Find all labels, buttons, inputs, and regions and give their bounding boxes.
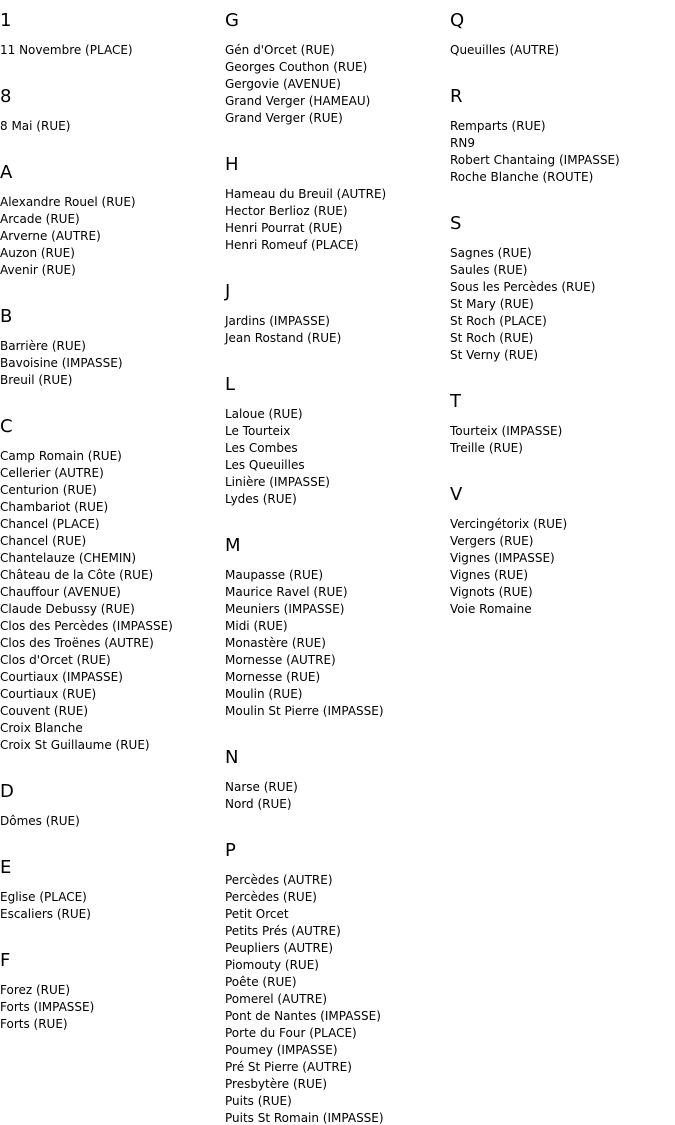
letter-group <box>0 306 222 389</box>
street-entry: Robert Chantaing (IMPASSE) <box>450 153 620 167</box>
street-entry: Clos d'Orcet (RUE) <box>0 653 111 667</box>
street-entry: Chauffour (AVENUE) <box>0 585 121 599</box>
street-entry: Pont de Nantes (IMPASSE) <box>225 1009 381 1023</box>
letter-heading: M <box>225 535 241 556</box>
letter-heading: G <box>225 10 239 31</box>
letter-group <box>450 86 672 186</box>
letter-group <box>0 857 222 923</box>
street-entry: St Roch (PLACE) <box>450 314 547 328</box>
street-entry: Meuniers (IMPASSE) <box>225 602 345 616</box>
street-entry: Nord (RUE) <box>225 797 292 811</box>
street-entry: Clos des Troënes (AUTRE) <box>0 636 154 650</box>
street-entry: Escaliers (RUE) <box>0 907 91 921</box>
street-entry: Voie Romaine <box>450 602 532 616</box>
street-entry: RN9 <box>450 136 475 150</box>
street-entry: Treille (RUE) <box>450 441 523 455</box>
street-entry: Saules (RUE) <box>450 263 528 277</box>
letter-heading: F <box>0 950 11 971</box>
street-entry: St Roch (RUE) <box>450 331 534 345</box>
letter-heading: C <box>0 416 13 437</box>
street-entry: Percèdes (AUTRE) <box>225 873 333 887</box>
street-entry: Puits (RUE) <box>225 1094 292 1108</box>
letter-heading: J <box>225 281 231 302</box>
letter-group <box>450 213 672 364</box>
street-entry: Bavoisine (IMPASSE) <box>0 356 123 370</box>
street-entry: Petit Orcet <box>225 907 289 921</box>
street-entry: Vignes (RUE) <box>450 568 529 582</box>
street-entry: Georges Couthon (RUE) <box>225 60 368 74</box>
street-entry: Vignes (IMPASSE) <box>450 551 555 565</box>
street-entry: Croix St Guillaume (RUE) <box>0 738 150 752</box>
street-entry: Mornesse (RUE) <box>225 670 321 684</box>
street-entry: Piomouty (RUE) <box>225 958 319 972</box>
letter-heading: R <box>450 86 463 107</box>
letter-heading: D <box>0 781 14 802</box>
letter-heading: V <box>450 484 463 505</box>
street-entry: Auzon (RUE) <box>0 246 75 260</box>
street-entry: Alexandre Rouel (RUE) <box>0 195 136 209</box>
street-entry: Forez (RUE) <box>0 983 71 997</box>
street-entry: Narse (RUE) <box>225 780 298 794</box>
street-entry: Jardins (IMPASSE) <box>225 314 330 328</box>
street-entry: Croix Blanche <box>0 721 83 735</box>
street-entry: Presbytère (RUE) <box>225 1077 328 1091</box>
street-entry: Gergovie (AVENUE) <box>225 77 341 91</box>
street-entry: Pomerel (AUTRE) <box>225 992 328 1006</box>
letter-heading: Q <box>450 10 465 31</box>
street-entry: Clos des Percèdes (IMPASSE) <box>0 619 173 633</box>
street-entry: Cellerier (AUTRE) <box>0 466 104 480</box>
street-index-column-3 <box>450 10 672 645</box>
street-entry: Peupliers (AUTRE) <box>225 941 334 955</box>
street-entry: 8 Mai (RUE) <box>0 119 71 133</box>
street-index-column-1 <box>0 10 222 1060</box>
street-entry: Poête (RUE) <box>225 975 297 989</box>
street-entry: Gén d'Orcet (RUE) <box>225 43 335 57</box>
street-entry: Avenir (RUE) <box>0 263 76 277</box>
street-entry: Courtiaux (RUE) <box>0 687 97 701</box>
letter-group <box>450 391 672 457</box>
street-entry: 11 Novembre (PLACE) <box>0 43 133 57</box>
street-entry: Les Combes <box>225 441 298 455</box>
street-entry: Vergers (RUE) <box>450 534 534 548</box>
letter-group <box>225 374 447 508</box>
street-entry: Arcade (RUE) <box>0 212 80 226</box>
letter-heading: E <box>0 857 12 878</box>
street-entry: Dômes (RUE) <box>0 814 80 828</box>
letter-group <box>0 162 222 279</box>
street-entry: Eglise (PLACE) <box>0 890 87 904</box>
letter-heading: N <box>225 747 239 768</box>
street-entry: Hector Berlioz (RUE) <box>225 204 348 218</box>
street-entry: Centurion (RUE) <box>0 483 97 497</box>
street-entry: Le Tourteix <box>225 424 291 438</box>
letter-heading: B <box>0 306 13 327</box>
letter-group <box>0 781 222 830</box>
street-entry: St Verny (RUE) <box>450 348 539 362</box>
street-entry: Tourteix (IMPASSE) <box>450 424 563 438</box>
street-entry: Roche Blanche (ROUTE) <box>450 170 594 184</box>
letter-heading: 8 <box>0 86 12 107</box>
street-index-column-2 <box>225 10 447 1125</box>
street-entry: Sagnes (RUE) <box>450 246 532 260</box>
street-entry: Porte du Four (PLACE) <box>225 1026 357 1040</box>
street-entry: Les Queuilles <box>225 458 305 472</box>
street-entry: Sous les Percèdes (RUE) <box>450 280 596 294</box>
street-entry: Petits Prés (AUTRE) <box>225 924 341 938</box>
street-entry: Courtiaux (IMPASSE) <box>0 670 123 684</box>
street-entry: Arverne (AUTRE) <box>0 229 101 243</box>
street-entry: Breuil (RUE) <box>0 373 73 387</box>
letter-group <box>0 10 222 59</box>
street-entry: Château de la Côte (RUE) <box>0 568 154 582</box>
street-entry: Jean Rostand (RUE) <box>225 331 342 345</box>
street-entry: Chancel (PLACE) <box>0 517 100 531</box>
street-entry: Claude Debussy (RUE) <box>0 602 135 616</box>
letter-group <box>225 535 447 720</box>
letter-group <box>450 10 672 59</box>
street-entry: Maurice Ravel (RUE) <box>225 585 348 599</box>
street-entry: Remparts (RUE) <box>450 119 546 133</box>
street-entry: Midi (RUE) <box>225 619 288 633</box>
street-entry: Pré St Pierre (AUTRE) <box>225 1060 352 1074</box>
street-entry: Moulin St Pierre (IMPASSE) <box>225 704 384 718</box>
street-entry: Camp Romain (RUE) <box>0 449 122 463</box>
letter-heading: L <box>225 374 236 395</box>
letter-group <box>0 86 222 135</box>
street-entry: Percèdes (RUE) <box>225 890 317 904</box>
street-entry: Queuilles (AUTRE) <box>450 43 560 57</box>
letter-group <box>450 484 672 618</box>
street-entry: Henri Romeuf (PLACE) <box>225 238 359 252</box>
street-entry: Puits St Romain (IMPASSE) <box>225 1111 384 1125</box>
street-entry: Mornesse (AUTRE) <box>225 653 336 667</box>
street-entry: Monastère (RUE) <box>225 636 326 650</box>
street-entry: Couvent (RUE) <box>0 704 89 718</box>
street-entry: Maupasse (RUE) <box>225 568 324 582</box>
letter-group <box>225 840 447 1125</box>
street-entry: Lydes (RUE) <box>225 492 297 506</box>
street-entry: Linière (IMPASSE) <box>225 475 330 489</box>
street-entry: St Mary (RUE) <box>450 297 534 311</box>
letter-group <box>225 10 447 127</box>
street-entry: Chantelauze (CHEMIN) <box>0 551 137 565</box>
letter-group <box>225 747 447 813</box>
letter-heading: A <box>0 162 13 183</box>
letter-group <box>0 950 222 1033</box>
street-entry: Grand Verger (RUE) <box>225 111 343 125</box>
street-entry: Moulin (RUE) <box>225 687 303 701</box>
street-entry: Laloue (RUE) <box>225 407 303 421</box>
street-entry: Chambariot (RUE) <box>0 500 109 514</box>
letter-heading: P <box>225 840 236 861</box>
street-entry: Forts (IMPASSE) <box>0 1000 95 1014</box>
street-entry: Poumey (IMPASSE) <box>225 1043 338 1057</box>
street-entry: Chancel (RUE) <box>0 534 87 548</box>
street-entry: Forts (RUE) <box>0 1017 68 1031</box>
letter-group <box>225 154 447 254</box>
letter-heading: H <box>225 154 239 175</box>
street-entry: Grand Verger (HAMEAU) <box>225 94 371 108</box>
street-entry: Barrière (RUE) <box>0 339 86 353</box>
letter-group <box>225 281 447 347</box>
street-entry: Henri Pourrat (RUE) <box>225 221 343 235</box>
street-entry: Vercingétorix (RUE) <box>450 517 568 531</box>
street-entry: Vignots (RUE) <box>450 585 533 599</box>
letter-group <box>0 416 222 754</box>
letter-heading: S <box>450 213 462 234</box>
letter-heading: 1 <box>0 10 12 31</box>
street-entry: Hameau du Breuil (AUTRE) <box>225 187 387 201</box>
letter-heading: T <box>450 391 461 412</box>
